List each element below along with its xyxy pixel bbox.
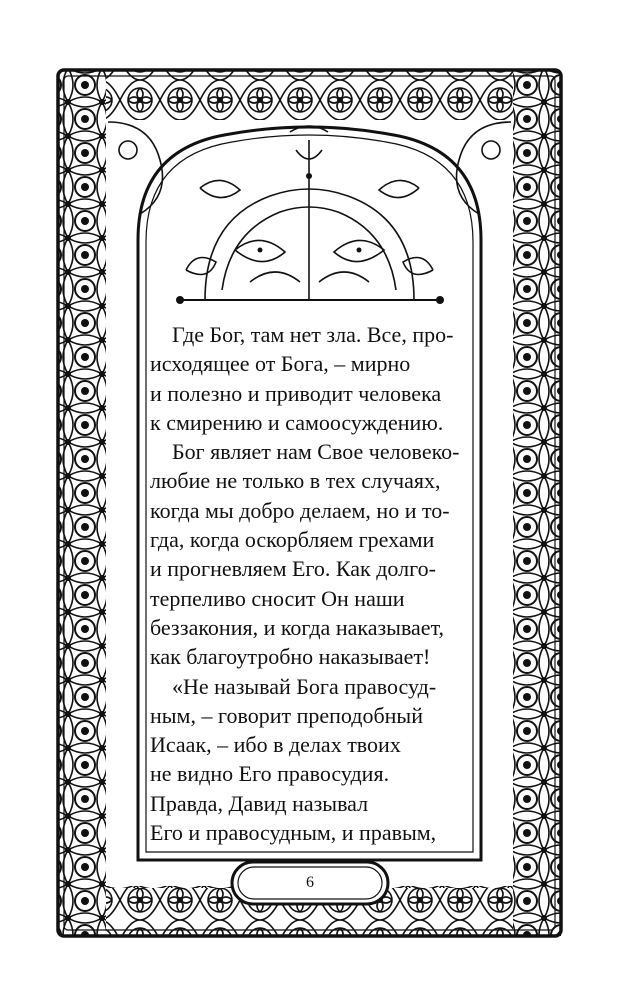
text-line: как благоутробно наказывает! — [150, 644, 431, 670]
text-line: любие не только в тех случаях, — [150, 468, 441, 494]
text-line: «Не называй Бога правосуд- — [172, 673, 437, 699]
text-line: и прогневляем Его. Как долго- — [150, 556, 436, 582]
text-line: Правда, Давид называл — [150, 790, 369, 816]
text-line: Где Бог, там нет зла. Все, про- — [172, 322, 454, 347]
text-line: терпеливо сносит Он наши — [150, 585, 405, 611]
body-text — [150, 320, 470, 847]
text-line: не видно Его правосудия. — [150, 761, 390, 787]
text-line: ным, – говорит преподобный — [150, 702, 423, 728]
text-line: и полезно и приводит человека — [150, 380, 442, 406]
text-line: когда мы добро делаем, но и то- — [150, 497, 450, 523]
text-line: беззакония, и когда наказывает, — [150, 614, 445, 640]
page-number: 6 — [306, 874, 314, 891]
text-line: гда, когда оскорбляем грехами — [150, 527, 435, 553]
text-line: к смирению и самоосуждению. — [150, 409, 444, 435]
text-line: Бог являет нам Свое человеко- — [172, 439, 460, 465]
text-line: Исаак, – ибо в делах твоих — [150, 732, 401, 758]
text-line: исходящее от Бога, – мирно — [150, 351, 411, 377]
text-line: Его и правосудным, и правым, — [150, 820, 437, 846]
